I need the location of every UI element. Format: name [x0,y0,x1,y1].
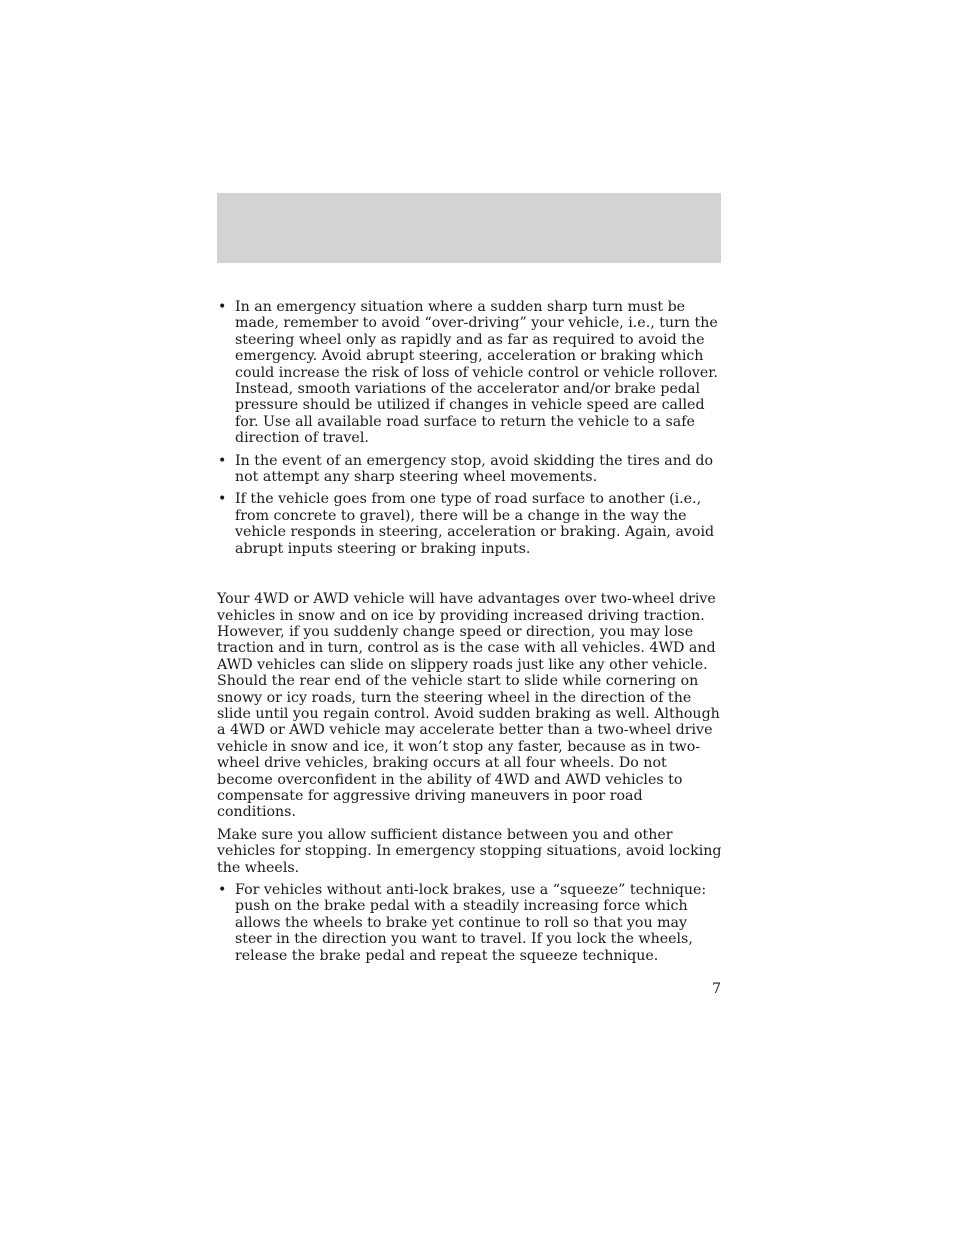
page-content [217,299,723,970]
paragraph-stopping-distance: Make sure you allow sufficient distance between you and other vehicles for stopping. In emergency stopping situations, avoid locking the wheels. [217,826,722,876]
paragraph-traction: Your 4WD or AWD vehicle will have advantages over two-wheel drive vehicles in snow and on ice by providing increased driving traction. However, if you suddenly change speed or direction, you may lose traction and in turn, control as is the case with all vehicles. 4WD and AWD vehicles can slide on slippery roads just like any other vehicle. Should the rear end of the vehicle start to slide while cornering on snowy or icy roads, turn the steering wheel in the direction of the slide until you regain control. Avoid sudden braking as well. Although a 4WD or AWD vehicle may accelerate better than a two-wheel drive vehicle in snow and ice, it won’t stop any faster, because as in two-wheel drive vehicles, braking occurs at all four wheels. Do not become overconfident in the ability of 4WD and AWD vehicles to compensate for aggressive driving maneuvers in poor road conditions. [217,591,720,821]
braking-technique-list [217,882,723,964]
list-item-text: For vehicles without anti-lock brakes, use a “squeeze” technique: push on the brake pedal with a steadily increasing force which allows the wheels to brake yet continue to roll so that you may steer in the direction you want to travel. If you lock the wheels, release the brake pedal and repeat the squeeze technique. [235,882,707,964]
list-item-text: In an emergency situation where a sudden sharp turn must be made, remember to avoid “over-driving” your vehicle, i.e., turn the steering wheel only as rapidly and as far as required to avoid the emergency. Avoid abrupt steering, acceleration or braking which could increase the risk of loss of vehicle control or vehicle rollover. Instead, smooth variations of the accelerator and/or brake pedal pressure should be utilized if changes in vehicle speed are called for. Use all available road surface to return the vehicle to a safe direction of travel. [235,299,718,447]
list-item-text: If the vehicle goes from one type of road surface to another (i.e., from concrete to gravel), there will be a change in the way the vehicle responds in steering, acceleration or braking. Again, avoid abrupt inputs steering or braking inputs. [235,491,715,557]
bullet-marker: • [218,491,227,508]
list-item [217,453,723,486]
page-number: 7 [711,981,721,997]
list-item [217,491,723,557]
list-item [217,882,723,964]
list-item-text: In the event of an emergency stop, avoid skidding the tires and do not attempt any sharp steering wheel movements. [235,452,714,486]
bullet-marker: • [218,452,227,469]
list-item [217,299,723,447]
bullet-marker: • [218,882,227,898]
emergency-maneuver-list [217,299,723,557]
section-gap [217,563,723,591]
bullet-marker: • [218,299,227,315]
header-band [217,193,721,263]
